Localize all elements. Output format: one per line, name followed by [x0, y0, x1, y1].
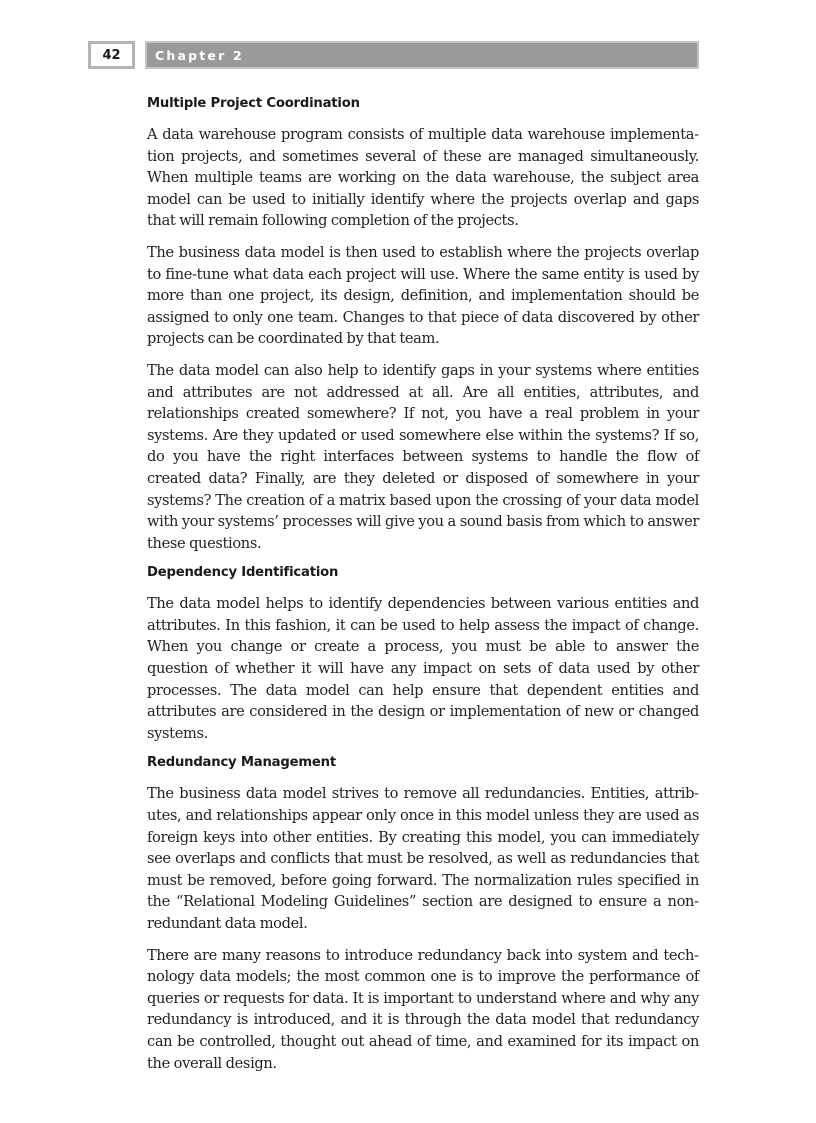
- section-redundancy-management: [147, 752, 699, 1074]
- paragraph: A data warehouse program consists of multiple data warehouse implementation projects, and sometimes several of these are managed simultaneously. When multiple teams are working on the data warehouse, the subject area model can be used to initially identify where the projects overlap and gaps that will remain following completion of the projects.: [147, 126, 699, 230]
- section-multiple-project-coordination: [147, 93, 699, 554]
- section-heading: Redundancy Management: [147, 755, 336, 771]
- paragraph: The data model can also help to identify gaps in your systems where entities and attributes are not addressed at all. Are all entities, attributes, and relationships created somewhere? If not, you have a real problem in your systems. Are they updated or used somewhere else within the systems? If so, do you have the right interfaces between systems to handle the flow of created data? Finally, are they deleted or disposed of somewhere in your systems? The creation of a matrix based upon the crossing of your data model with your systems’ processes will give you a sound basis from which to answer these questions.: [147, 361, 699, 552]
- paragraph: The data model helps to identify dependencies between various entities and attributes. In this fashion, it can be used to help assess the impact of change. When you change or create a process, you must be able to answer the question of whether it will have any impact on sets of data used by other processes. The data model can help ensure that dependent entities and attributes are considered in the design or implementation of new or changed systems.: [147, 595, 699, 742]
- page-number: 42: [88, 41, 135, 69]
- paragraph: There are many reasons to introduce redundancy back into system and technology data models; the most common one is to improve the performance of queries or requests for data. It is important to understand where and why any redundancy is introduced, and it is through the data model that redundancy can be controlled, thought out ahead of time, and examined for its impact on the overall design.: [147, 946, 699, 1072]
- paragraph: The business data model strives to remove all redundancies. Entities, attributes, and relationships appear only once in this model unless they are used as foreign keys into other entities. By creating this model, you can immediately see overlaps and conflicts that must be resolved, as well as redundancies that must be removed, before going forward. The normalization rules specified in the “Relational Modeling Guidelines” section are designed to ensure a nonredundant data model.: [147, 785, 699, 932]
- chapter-banner: Chapter 2: [145, 41, 699, 69]
- section-dependency-identification: [147, 562, 699, 744]
- section-heading: Dependency Identification: [147, 565, 339, 581]
- page-body: [147, 93, 699, 1084]
- running-header: [88, 41, 699, 69]
- section-heading: Multiple Project Coordination: [147, 96, 360, 111]
- paragraph: The business data model is then used to establish where the projects overlap to fine-tune what data each project will use. Where the same entity is used by more than one project, its design, definition, and implementation should be assigned to only one team. Changes to that piece of data discovered by other projects can be coordinated by that team.: [147, 243, 699, 348]
